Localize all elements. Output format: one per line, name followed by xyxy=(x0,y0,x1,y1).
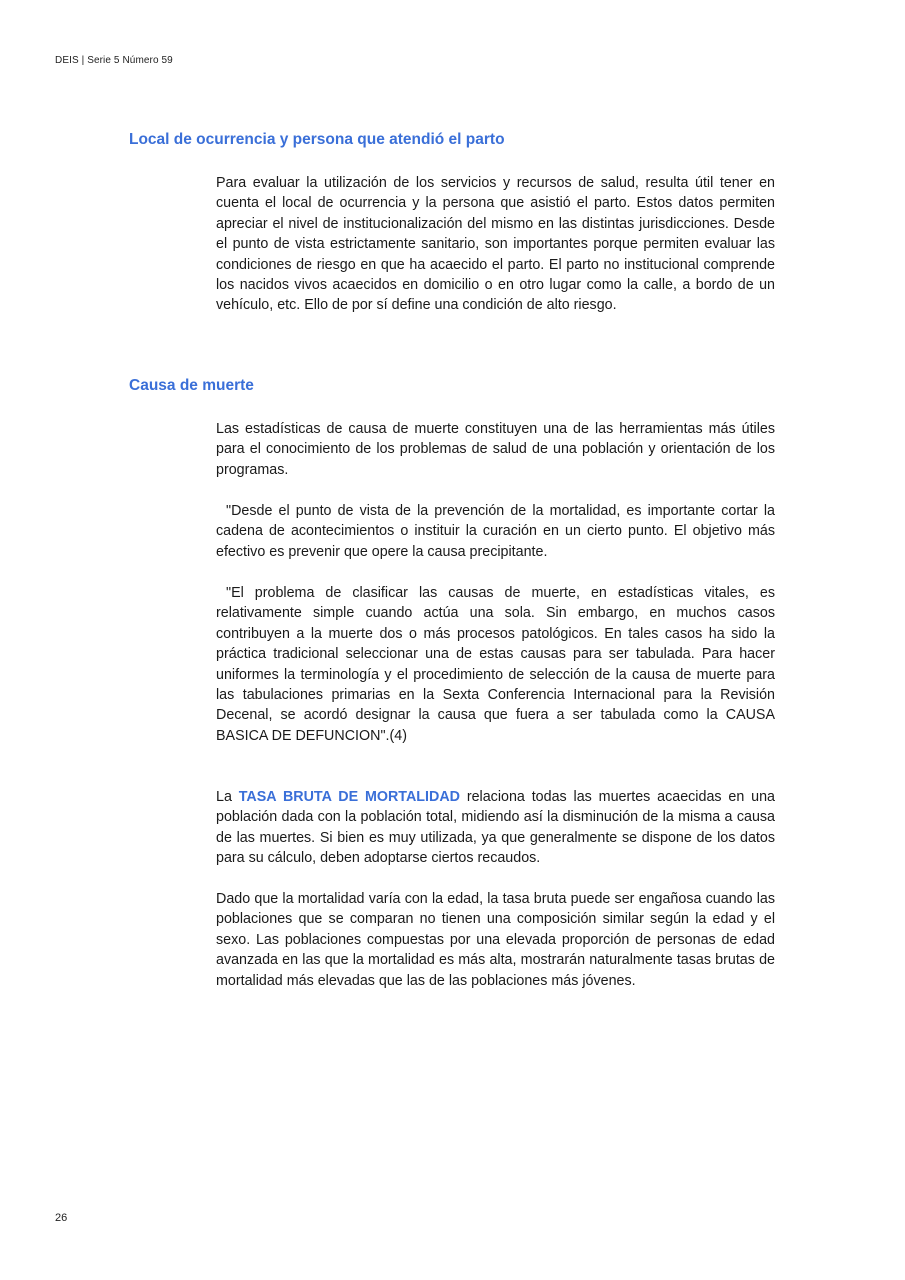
quote-block-clasificacion xyxy=(216,583,775,746)
highlighted-term: TASA BRUTA DE MORTALIDAD xyxy=(238,789,460,805)
paragraph-suffix: relaciona todas las muertes acaecidas en una población dada con la población total, midiendo así la disminución de la misma a causa de las muertes. Si bien es muy utilizada, ya que generalmente se dispone de los datos para su cálculo, deben adoptarse ciertos recaudos. xyxy=(216,789,776,867)
paragraph: Para evaluar la utilización de los servicios y recursos de salud, resulta útil tener en cuenta el local de ocurrencia y la persona que asistió el parto. Estos datos permiten apreciar el nivel de institucionalización del mismo en las distintas jurisdicciones. Desde el punto de vista estrictamente sanitario, son importantes porque permiten evaluar las condiciones de riesgo en que ha acaecido el parto. El parto no institucional comprende los nacidos vivos acaecidos en domicilio o en otro lugar como la calle, a bordo de un vehículo, etc. Ello de por sí define una condición de alto riesgo. xyxy=(216,175,775,314)
section-body-local-ocurrencia xyxy=(216,173,775,316)
paragraph xyxy=(216,787,775,869)
paragraph: Las estadísticas de causa de muerte constituyen una de las herramientas más útiles para el conocimiento de los problemas de salud de una población y orientación de los programas. xyxy=(216,421,775,478)
paragraph-tasa-bruta-block xyxy=(216,787,775,869)
quote-paragraph: "El problema de clasificar las causas de muerte, en estadísticas vitales, es relativamente simple cuando actúa una sola. Sin embargo, en muchos casos contribuyen a la muerte dos o más procesos patológicos. En tales casos ha sido la práctica tradicional seleccionar una de estas causas para ser tabulada. Para hacer uniformes la terminología y el procedimiento de selección de la causa de muerte para las tabulaciones primarias en la Sexta Conferencia Internacional para la Revisión Decenal, se acordó designar la causa que fuera a ser tabulada como la CAUSA BASICA DE DEFUNCION".(4) xyxy=(216,585,775,744)
page-number: 26 xyxy=(55,1212,68,1224)
paragraph-prefix: La xyxy=(216,789,239,805)
running-header: DEIS | Serie 5 Número 59 xyxy=(55,55,173,66)
section-heading-causa-muerte: Causa de muerte xyxy=(129,377,254,394)
paragraph-edad-block xyxy=(216,889,775,991)
quote-paragraph: "Desde el punto de vista de la prevención de la mortalidad, es importante cortar la cadena de acontecimientos o instituir la curación en un cierto punto. El objetivo más efectivo es prevenir que opere la causa precipitante. xyxy=(216,503,775,560)
section-heading-local-ocurrencia: Local de ocurrencia y persona que atendió el parto xyxy=(129,131,505,148)
paragraph-causa-intro-block xyxy=(216,419,775,480)
paragraph: Dado que la mortalidad varía con la edad, la tasa bruta puede ser engañosa cuando las poblaciones que se comparan no tienen una composición similar según la edad y el sexo. Las poblaciones compuestas por una elevada proporción de personas de edad avanzada en las que la mortalidad es más alta, mostrarán naturalmente tasas brutas de mortalidad más elevadas que las de las poblaciones más jóvenes. xyxy=(216,891,775,989)
quote-block-prevencion xyxy=(216,501,775,562)
